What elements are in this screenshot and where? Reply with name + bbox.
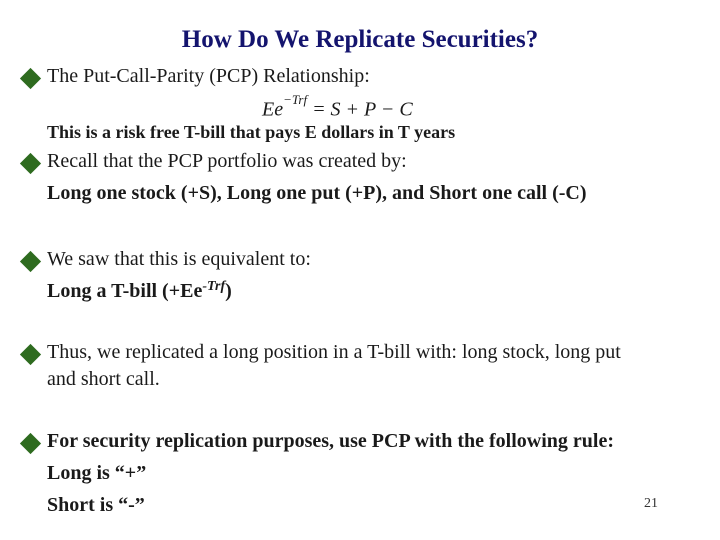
- bullet-2-line1: Recall that the PCP portfolio was created by:: [47, 150, 407, 172]
- bullet-3-suffix: ): [225, 280, 232, 302]
- formula-note: This is a risk free T-bill that pays E dollars in T years: [47, 122, 456, 142]
- diamond-bullet-icon: [20, 153, 41, 174]
- bullet-3-line1: We saw that this is equivalent to:: [47, 248, 311, 270]
- page-number: 21: [644, 496, 658, 511]
- diamond-bullet-icon: [20, 68, 41, 89]
- bullet-5-line3: Short is “-”: [47, 494, 145, 516]
- bullet-4-line1: Thus, we replicated a long position in a T-bill with: long stock, long put: [47, 341, 621, 363]
- formula-lhs: Ee: [262, 98, 284, 121]
- pcp-formula: [262, 92, 413, 122]
- bullet-3-sup: -Trf: [202, 279, 226, 294]
- bullet-5-line1: For security replication purposes, use PCP with the following rule:: [47, 430, 615, 452]
- formula-exponent: −Trf: [283, 92, 308, 107]
- formula-rhs: = S + P − C: [312, 98, 413, 121]
- bullet-3-line2: [47, 280, 232, 303]
- diamond-bullet-icon: [20, 433, 41, 454]
- diamond-bullet-icon: [20, 344, 41, 365]
- bullet-4-line2: and short call.: [47, 368, 160, 390]
- bullet-1-text: The Put-Call-Parity (PCP) Relationship:: [47, 65, 370, 87]
- diamond-bullet-icon: [20, 251, 41, 272]
- bullet-5-line2: Long is “+”: [47, 462, 147, 484]
- bullet-2-line2: Long one stock (+S), Long one put (+P), and Short one call (-C): [47, 182, 587, 204]
- slide-title: How Do We Replicate Securities?: [181, 26, 539, 53]
- bullet-3-prefix: Long a T-bill (+Ee: [47, 280, 203, 302]
